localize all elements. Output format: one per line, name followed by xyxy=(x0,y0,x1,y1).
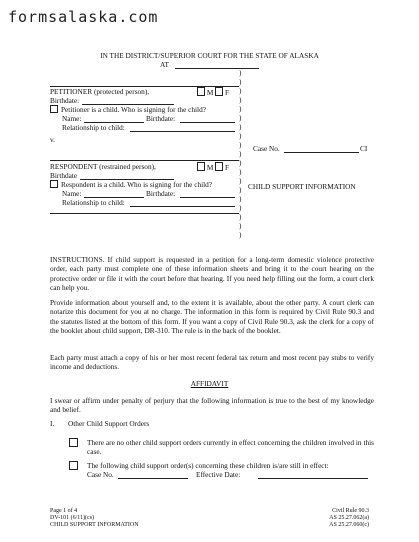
petitioner-signer-birthdate-field[interactable] xyxy=(180,122,235,123)
order-case-no-field[interactable] xyxy=(118,478,188,479)
respondent-relationship-label: Relationship to child: xyxy=(62,198,125,207)
case-suffix: CI xyxy=(360,144,368,153)
petitioner-signer-name-label: Name: xyxy=(62,114,82,123)
petitioner-relationship-label: Relationship to child: xyxy=(62,123,125,132)
order-case-no-label: Case No. xyxy=(87,470,114,479)
section-number: I. xyxy=(50,419,55,428)
respondent-signer-birthdate-label: Birthdate: xyxy=(146,189,176,198)
respondent-child-checkbox[interactable] xyxy=(50,180,58,188)
petitioner-label: PETITIONER (protected person), xyxy=(50,87,150,96)
petitioner-child-label: Petitioner is a child. Who is signing for the child? xyxy=(61,105,206,114)
instructions-paragraph: INSTRUCTIONS. If child support is requested in a petition for a long-term domestic violence protective order, each party must complete one of these information sheets and bring it to the court hearing on the protective order or file it with the court before that hearing. If you need help filling out the form, a court clerk can help you. xyxy=(50,255,374,293)
section-title: Other Child Support Orders xyxy=(68,419,150,428)
respondent-relationship-field[interactable] xyxy=(130,206,235,207)
male-checkbox[interactable] xyxy=(197,87,205,96)
at-location-field[interactable] xyxy=(175,68,259,69)
caption-parentheses: ) ) ) ) ) ) ) ) ) ) ) ) ) ) ) ) ) ) ) xyxy=(239,68,242,239)
option-other-orders: The following child support order(s) concerning these children is/are still in effect: xyxy=(87,461,329,470)
no-other-orders-checkbox[interactable] xyxy=(69,438,78,447)
effective-date-field[interactable] xyxy=(258,478,368,479)
respondent-sex xyxy=(197,162,229,172)
respondent-child-label: Respondent is a child. Who is signing for the child? xyxy=(61,180,213,189)
provide-info-paragraph: Provide information about yourself and, to the extent it is available, about the other party. A court clerk can notarize this document for you at no charge. The information in this form is required by Civil Rule 90.3 and the statutes listed at the bottom of this form. If you want a copy of Civil Rule 90.3, ask the clerk for a copy of the booklet about child support, DR-310. The rule is in the back of the booklet. xyxy=(50,298,374,336)
respondent-signer-birthdate-field[interactable] xyxy=(180,197,235,198)
male-label: M xyxy=(206,88,214,97)
petitioner-sex xyxy=(197,87,229,97)
footer-form-id: DV-101 (6/11)(cs) xyxy=(50,515,95,521)
respondent-label: RESPONDENT (restrained person), xyxy=(50,162,156,171)
other-orders-checkbox[interactable] xyxy=(69,461,78,470)
footer-statute-1: AS 25.27.062(a) xyxy=(329,515,369,521)
respondent-female-checkbox[interactable] xyxy=(215,162,223,171)
versus-label: v. xyxy=(50,135,55,144)
respondent-male-label: M xyxy=(206,163,214,172)
female-label: F xyxy=(224,88,230,97)
respondent-name-field[interactable] xyxy=(50,160,239,161)
petitioner-signer-birthdate-label: Birthdate: xyxy=(146,114,176,123)
footer-rule: Civil Rule 90.3 xyxy=(332,508,369,514)
respondent-female-label: F xyxy=(224,163,230,172)
case-no-field[interactable] xyxy=(284,152,359,153)
respondent-birthdate-label: Birthdate xyxy=(50,171,78,180)
form-title: CHILD SUPPORT INFORMATION xyxy=(248,182,356,191)
respondent-male-checkbox[interactable] xyxy=(197,162,205,171)
footer-page: Page 1 of 4 xyxy=(50,508,78,514)
at-label: AT xyxy=(160,60,169,69)
caption-bottom-rule xyxy=(50,213,239,214)
respondent-signer-name-label: Name: xyxy=(62,189,82,198)
attach-paragraph: Each party must attach a copy of his or her most recent federal tax return and most recent pay stubs to verify income and deductions. xyxy=(50,353,374,372)
petitioner-child-checkbox[interactable] xyxy=(50,105,58,113)
watermark: formsalaska.com xyxy=(8,8,159,26)
affidavit-title: AFFIDAVIT xyxy=(190,379,229,388)
respondent-child-row xyxy=(50,180,212,189)
option-no-other-orders: There are no other child support orders currently in effect concerning the children involved in this case. xyxy=(87,438,374,457)
footer-form-name: CHILD SUPPORT INFORMATION xyxy=(50,522,139,528)
court-heading: IN THE DISTRICT/SUPERIOR COURT FOR THE STATE OF ALASKA xyxy=(100,51,319,60)
case-no-label: Case No. xyxy=(253,144,280,153)
petitioner-relationship-field[interactable] xyxy=(130,131,235,132)
petitioner-birthdate-label: Birthdate: xyxy=(50,96,80,105)
female-checkbox[interactable] xyxy=(215,87,223,96)
effective-date-label: Effective Date: xyxy=(196,470,241,479)
swear-paragraph: I swear or affirm under penalty of perjury that the following information is true to the best of my knowledge and belief. xyxy=(50,396,374,415)
petitioner-child-row xyxy=(50,105,206,114)
footer-statute-2: AS 25.27.060(c) xyxy=(329,522,369,528)
